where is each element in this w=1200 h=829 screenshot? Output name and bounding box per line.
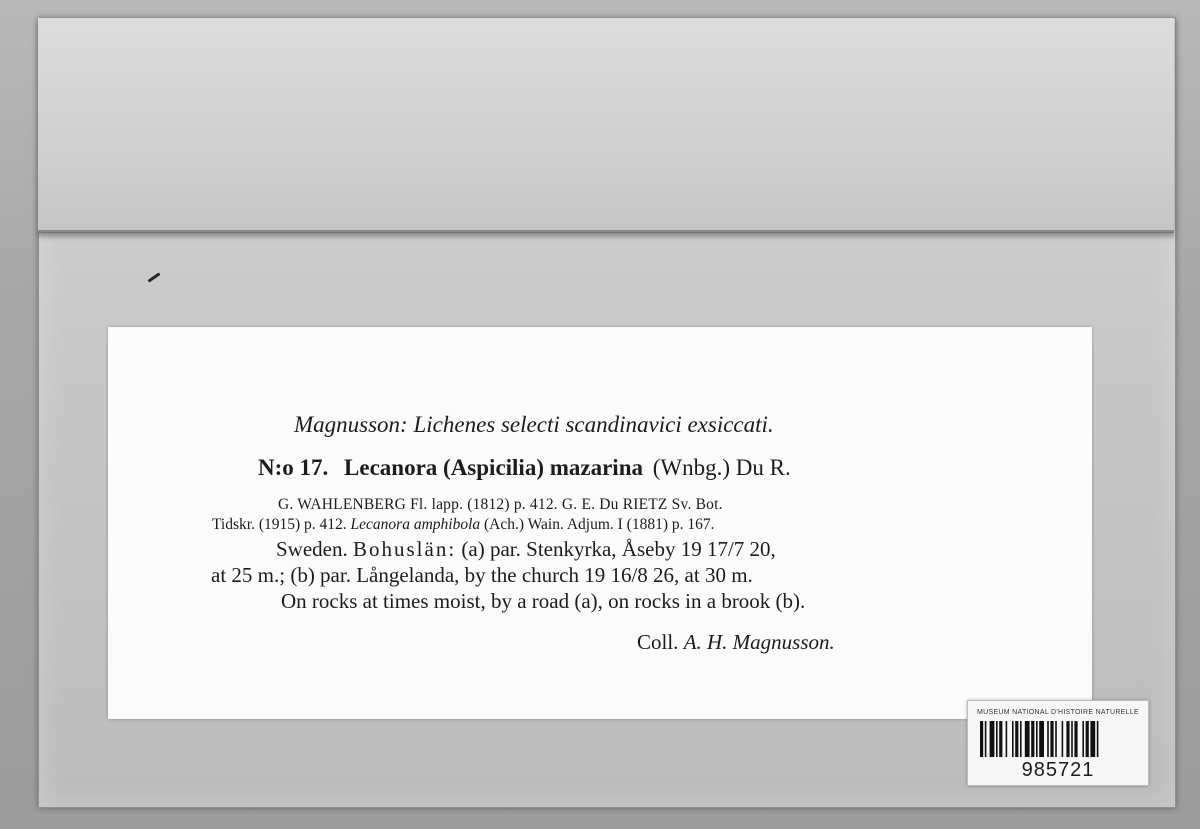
reference-citation: Tidskr. (1915) p. 412.: [212, 516, 347, 533]
flap-shadow: [38, 232, 1174, 240]
barcode-label: [967, 700, 1149, 786]
collector-name: A. H. Magnusson.: [683, 630, 835, 654]
collector-prefix: Coll.: [637, 630, 679, 654]
taxon-author: (Wnbg.) Du R.: [652, 455, 791, 480]
synonym-name: Lecanora amphibola: [350, 516, 481, 533]
exsiccata-number: N:o 17.: [258, 455, 329, 480]
specimen-heading: [258, 456, 791, 479]
catalog-number: 985721: [1021, 759, 1095, 781]
reference-line-1: G. WAHLENBERG Fl. lapp. (1812) p. 412. G. E. Du RIETZ Sv. Bot.: [278, 496, 723, 513]
synonym-citation: (Ach.) Wain. Adjum. I (1881) p. 167.: [484, 516, 715, 533]
taxon-name: Lecanora (Aspicilia) mazarina: [344, 455, 643, 480]
series-title: Magnusson: Lichenes selecti scandinavici exsiccati.: [294, 412, 774, 437]
habitat-line: On rocks at times moist, by a road (a), on rocks in a brook (b).: [281, 589, 806, 613]
province: Bohuslän:: [353, 537, 457, 561]
reference-line-2: [212, 517, 715, 533]
country: Sweden.: [276, 537, 348, 561]
institution-text: MUSEUM NATIONAL D'HISTOIRE NATURELLE: [976, 709, 1139, 716]
specimen-label: [108, 327, 1092, 719]
envelope-flap: [38, 18, 1174, 233]
barcode-icon: [980, 721, 1136, 757]
locality-line-2: at 25 m.; (b) par. Långelanda, by the church 19 16/8 26, at 30 m.: [211, 563, 753, 587]
locality-line-1: [276, 539, 776, 560]
locality-a: (a) par. Stenkyrka, Åseby 19 17/7 20,: [461, 537, 776, 561]
collector-line: [637, 632, 835, 653]
